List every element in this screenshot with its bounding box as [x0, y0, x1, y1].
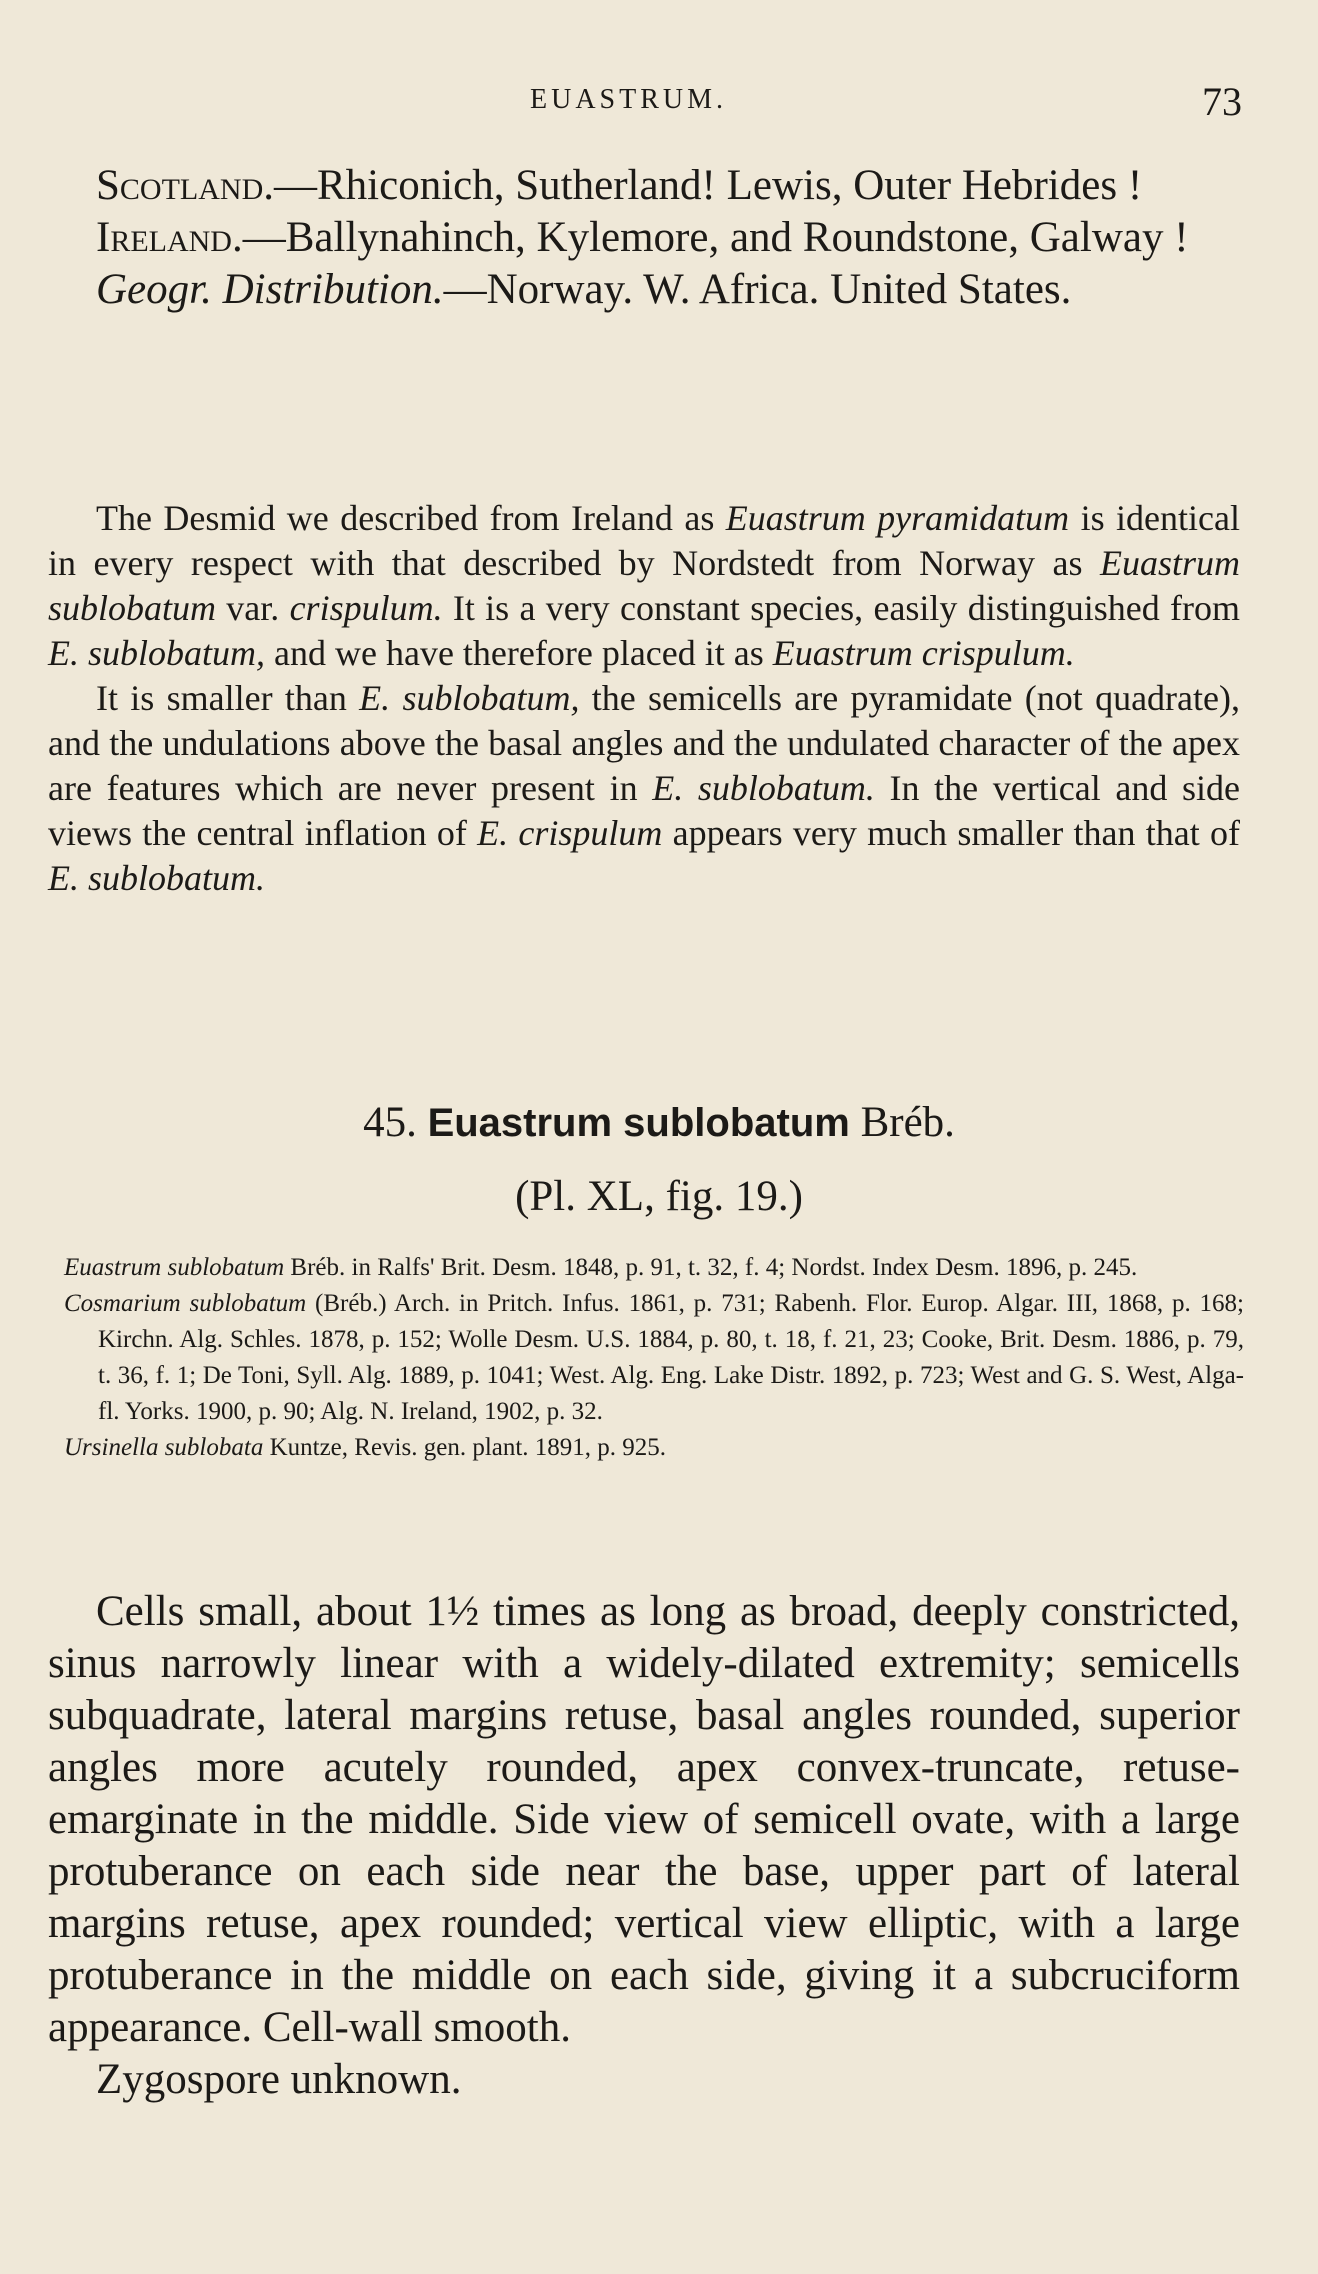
- species-heading: [0, 1098, 1318, 1147]
- species-name: Euastrum sublobatum: [427, 1101, 850, 1145]
- plate-reference: (Pl. XL, fig. 19.): [515, 1173, 803, 1220]
- synonymy-block: [64, 1250, 1244, 1466]
- running-head: [0, 74, 1318, 134]
- species-number: 45.: [363, 1099, 417, 1146]
- running-title: EUASTRUM.: [530, 84, 728, 115]
- distribution-ireland: Ireland.—Ballynahinch, Kylemore, and Roundstone, Galway !: [96, 214, 1189, 261]
- page-number: 73: [1202, 79, 1242, 124]
- description-block: [48, 1586, 1240, 2106]
- note-block: [48, 496, 1240, 901]
- note-paragraph-2: It is smaller than E. sublobatum, the semicells are pyramidate (not quadrate), and the undulations above the basal angles and the undulated character of the apex are features which are never present in E. sublobatum. In the vertical and side views the central inflation of E. crispulum appears very much smaller than that of E. sublobatum.: [48, 678, 1240, 898]
- species-author: Bréb.: [860, 1099, 955, 1146]
- species-description: Cells small, about 1½ times as long as broad, deeply constricted, sinus narrowly linear with a widely-dilated extremity; semicells subquadrate, lateral margins retuse, basal angles rounded, superior angles more acutely rounded, apex convex-truncate, retuse-emarginate in the middle. Side view of semicell ovate, with a large protuberance on each side near the base, upper part of lateral margins retuse, apex rounded; vertical view elliptic, with a large protuberance in the middle on each side, giving it a subcruciform appearance. Cell-wall smooth.: [48, 1588, 1240, 2051]
- distribution-block: [48, 160, 1240, 316]
- distribution-scotland: Scotland.—Rhiconich, Sutherland! Lewis, Outer Hebrides !: [96, 162, 1143, 209]
- synonym-entry: Ursinella sublobata Kuntze, Revis. gen. plant. 1891, p. 925.: [64, 1434, 667, 1461]
- distribution-geographic: Geogr. Distribution.—Norway. W. Africa. United States.: [96, 266, 1072, 313]
- synonym-entry: Euastrum sublobatum Bréb. in Ralfs' Brit. Desm. 1848, p. 91, t. 32, f. 4; Nordst. Index Desm. 1896, p. 245.: [64, 1254, 1138, 1281]
- zygospore-note: Zygospore unknown.: [96, 2056, 462, 2103]
- synonym-entry: Cosmarium sublobatum (Bréb.) Arch. in Pritch. Infus. 1861, p. 731; Rabenh. Flor. Europ. Algar. III, 1868, p. 168; Kirchn. Alg. Schles. 1878, p. 152; Wolle Desm. U.S. 1884, p. 80, t. 18, f. 21, 23; Cooke, Brit. Desm. 1886, p. 79, t. 36, f. 1; De Toni, Syll. Alg. 1889, p. 1041; West. Alg. Eng. Lake Distr. 1892, p. 723; West and G. S. West, Alga-fl. Yorks. 1900, p. 90; Alg. N. Ireland, 1902, p. 32.: [64, 1290, 1244, 1425]
- note-paragraph-1: The Desmid we described from Ireland as Euastrum pyramidatum is identical in every respect with that described by Nordstedt from Norway as Euastrum sublobatum var. crispulum. It is a very constant species, easily distinguished from E. sublobatum, and we have therefore placed it as Euastrum crispulum.: [48, 498, 1240, 673]
